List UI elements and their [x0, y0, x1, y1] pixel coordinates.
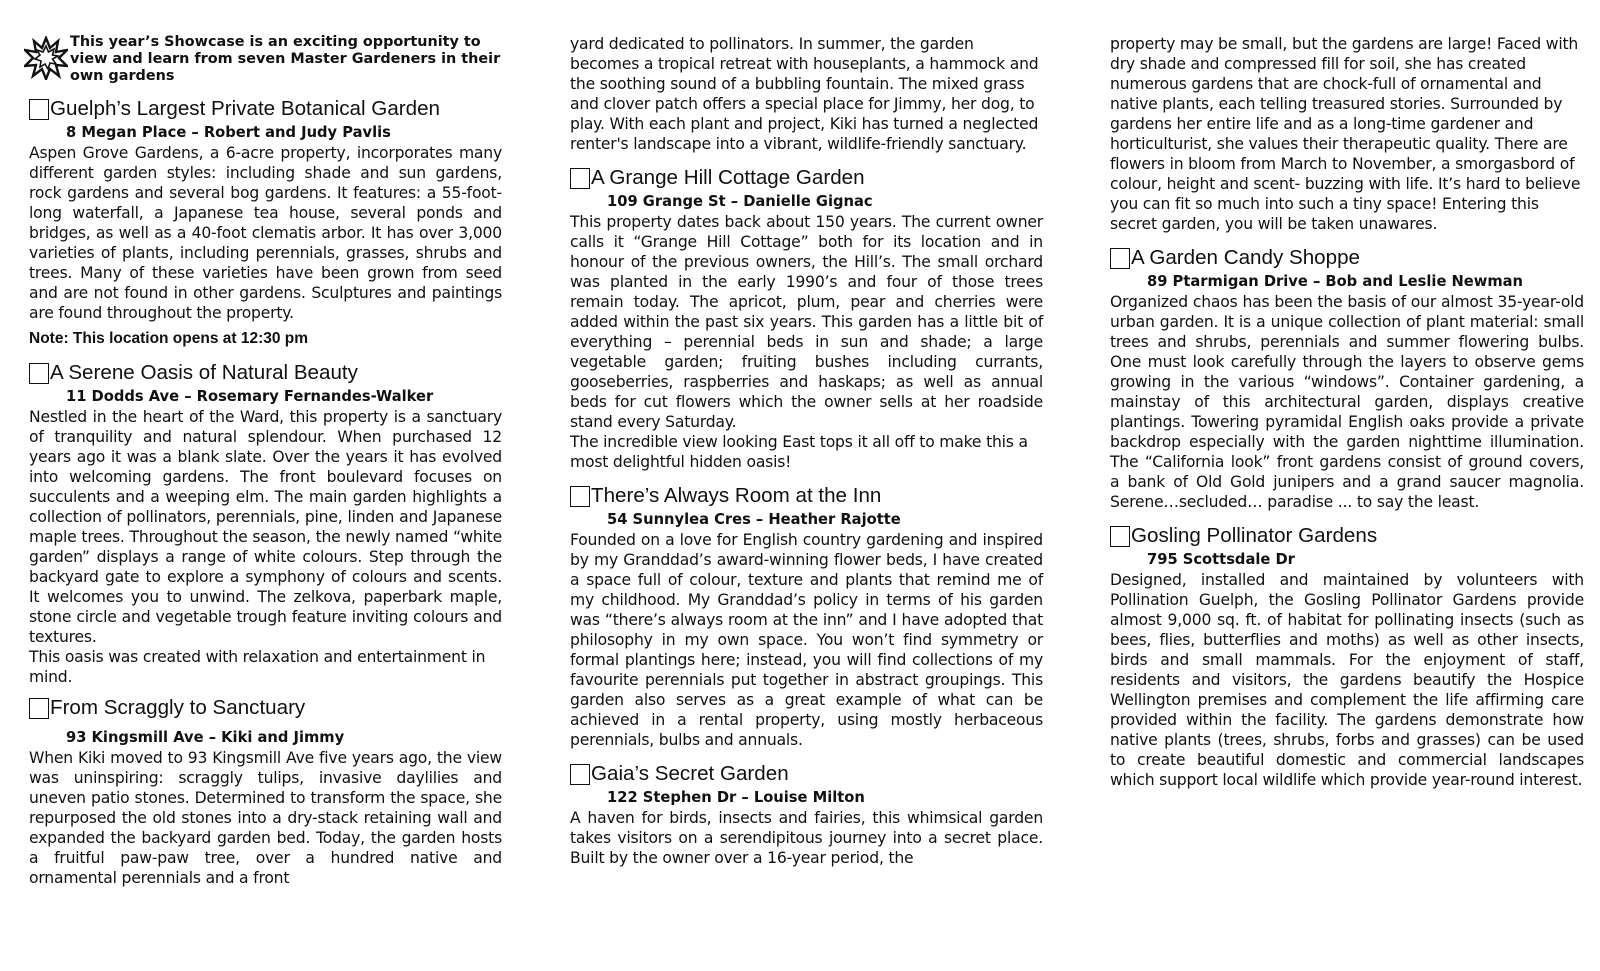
checkbox[interactable]	[29, 99, 49, 120]
garden-address: 89 Ptarmigan Drive – Bob and Leslie Newman	[1147, 273, 1524, 290]
checkbox[interactable]	[29, 698, 49, 719]
garden-entry	[570, 760, 1043, 868]
garden-address: 8 Megan Place – Robert and Judy Pavlis	[66, 124, 391, 141]
garden-description: When Kiki moved to 93 Kingsmill Ave five years ago, the view was uninspiring: scraggly tulips, invasive daylilies and uneven patio stones. Determined to transform the space, she repurposed the old stones into a dry-stack retaining wall and expanded the backyard garden bed. Today, the garden hosts a fruitful paw-paw tree, over a hundred native and ornamental perennials and a front	[29, 749, 502, 887]
garden-description: Aspen Grove Gardens, a 6-acre property, incorporates many different garden styles: including shade and sun gardens, rock gardens and several bog gardens. It features: a 55-foot-long waterfall, a Japanese tea house, several ponds and bridges, as well as a 40-foot clematis arbor. It has over 3,000 varieties of plants, including perennials, grasses, shrubs and trees. Many of these varieties have been grown from seed and are not found in other gardens. Sculptures and paintings are found throughout the property.	[29, 144, 502, 322]
garden-title-text: A Garden Candy Shoppe	[1131, 246, 1360, 269]
garden-description: Organized chaos has been the basis of our almost 35-year-old urban garden. It is a unique collection of plant material: small trees and shrubs, perennials and summer flowering bulbs. One must look carefully through the layers to observe gems growing in the various “windows”. Container gardening, a mainstay of this architectural garden, displays creative plantings. Towering pyramidal English oaks provide a private backdrop especially with the garden nighttime illumination. The “California look” front gardens consist of ground covers, a bank of Old Gold junipers and a grand saucer magnolia. Serene…secluded… paradise ... to say the least.	[1110, 293, 1584, 511]
garden-title	[570, 164, 1043, 192]
garden-description-continued: yard dedicated to pollinators. In summer, the garden becomes a tropical retreat with houseplants, a hammock and the soothing sound of a bubbling fountain. The mixed grass and clover patch offers a special place for Jimmy, her dog, to play. With each plant and project, Kiki has turned a neglected renter's landscape into a vibrant, wildlife-friendly sanctuary.	[570, 35, 1039, 153]
garden-address: 54 Sunnylea Cres – Heather Rajotte	[607, 511, 901, 528]
garden-description: This property dates back about 150 years. The current owner calls it “Grange Hill Cottage” both for its location and in honour of the previous owners, the Hill’s. The small orchard was planted in the early 1990’s and four of those trees remain today. The apricot, plum, pear and cherries were added within the past six years. This garden has a little bit of everything – perennial beds in sun and shade; a large vegetable garden; fruiting bushes including currants, gooseberries, raspberries and haskaps; as well as annual beds for cut flowers which the owner sells at her roadside stand every Saturday.	[570, 213, 1043, 431]
garden-address: 109 Grange St – Danielle Gignac	[607, 193, 873, 210]
checkbox[interactable]	[570, 486, 590, 507]
checkbox[interactable]	[1110, 526, 1130, 547]
garden-title	[29, 95, 502, 123]
garden-title	[1110, 522, 1584, 550]
garden-address: 93 Kingsmill Ave – Kiki and Jimmy	[66, 729, 345, 746]
garden-title-text: A Grange Hill Cottage Garden	[591, 166, 865, 189]
garden-entry	[1110, 522, 1584, 790]
garden-title-text: Gaia’s Secret Garden	[591, 762, 789, 785]
checkbox[interactable]	[570, 764, 590, 785]
garden-title-text: From Scraggly to Sanctuary	[50, 696, 306, 719]
garden-entry	[570, 164, 1043, 472]
column-left	[29, 34, 502, 888]
garden-entry	[29, 694, 502, 888]
intro-text: This year’s Showcase is an exciting opportunity to view and learn from seven Master Gardeners in their own gardens	[70, 34, 501, 84]
garden-description: A haven for birds, insects and fairies, this whimsical garden takes visitors on a serendipitous journey into a secret place. Built by the owner over a 16-year period, the	[570, 809, 1043, 867]
garden-address: 122 Stephen Dr – Louise Milton	[607, 789, 865, 806]
garden-title-text: There’s Always Room at the Inn	[591, 484, 882, 507]
garden-title-text: Gosling Pollinator Gardens	[1131, 524, 1378, 547]
garden-description: Designed, installed and maintained by volunteers with Pollination Guelph, the Gosling Pollinator Gardens provide almost 9,000 sq. ft. of habitat for pollinating insects (such as bees, flies, butterflies and moths) as well as other insects, birds and small mammals. For the enjoyment of staff, residents and visitors, the gardens beautify the Hospice Wellington premises and complement the life affirming care provided within the facility. The gardens demonstrate how native plants (trees, shrubs, forbs and grasses) can be used to create beautiful domestic and commercial landscapes which support local wildlife which provide year-round interest.	[1110, 571, 1584, 789]
garden-description: Founded on a love for English country gardening and inspired by my Granddad’s award-winning flower beds, I have created a space full of colour, texture and plants that remind me of my childhood. My Granddad’s policy in terms of his garden was “there’s always room at the inn” and I have adopted that philosophy in my own space. You won’t find symmetry or formal plantings here; instead, you will find collections of my favourite perennials put together in abstract groupings. This garden also serves as a great example of what can be achieved in a rental property, using mostly herbaceous perennials, bulbs and annuals.	[570, 531, 1043, 749]
garden-description: Nestled in the heart of the Ward, this property is a sanctuary of tranquility and natural splendour. When purchased 12 years ago it was a blank slate. Over the years it has evolved into welcoming gardens. The front boulevard focuses on succulents and a weeping elm. The main garden highlights a collection of pollinators, perennials, pine, linden and Japanese maple trees. Throughout the season, the newly named “white garden” displays a range of white colours. Step through the backyard gate to explore a symphony of colours and scents. It welcomes you to unwind. The zelkova, paperbark maple, stone circle and vegetable trough feature inviting colours and textures.	[29, 408, 502, 646]
column-right	[1110, 34, 1584, 790]
checkbox[interactable]	[29, 363, 49, 384]
garden-title	[29, 359, 502, 387]
column-middle	[570, 34, 1043, 868]
intro-callout	[29, 34, 502, 85]
garden-title	[570, 482, 1043, 510]
checkbox[interactable]	[1110, 248, 1130, 269]
checkbox[interactable]	[570, 168, 590, 189]
garden-address: 795 Scottsdale Dr	[1147, 551, 1295, 568]
garden-title	[1110, 244, 1584, 272]
garden-description-closing: The incredible view looking East tops it all off to make this a most delightful hidden oasis!	[570, 433, 1028, 471]
garden-note: Note: This location opens at 12:30 pm	[29, 330, 309, 347]
garden-entry	[1110, 244, 1584, 512]
garden-entry	[29, 359, 502, 687]
garden-title	[570, 760, 1043, 788]
garden-description-continued: property may be small, but the gardens are large! Faced with dry shade and compressed fill for soil, she has created numerous gardens that are chock-full of ornamental and native plants, each telling treasured stories. Surrounded by gardens her entire life and as a long-time gardener and horticulturist, she values their therapeutic quality. There are flowers in bloom from March to November, a smorgasbord of colour, height and scent- buzzing with life. It’s hard to believe you can fit so much into such a tiny space! Entering this secret garden, you will be taken unawares.	[1110, 35, 1581, 233]
garden-entry	[570, 482, 1043, 750]
garden-title-text: Guelph’s Largest Private Botanical Garden	[50, 97, 440, 120]
garden-entry	[29, 95, 502, 349]
garden-title-text: A Serene Oasis of Natural Beauty	[50, 361, 358, 384]
garden-description-closing: This oasis was created with relaxation and entertainment in mind.	[29, 648, 486, 686]
starburst-icon	[24, 36, 68, 80]
garden-title	[29, 694, 502, 722]
garden-address: 11 Dodds Ave – Rosemary Fernandes-Walker	[66, 388, 434, 405]
